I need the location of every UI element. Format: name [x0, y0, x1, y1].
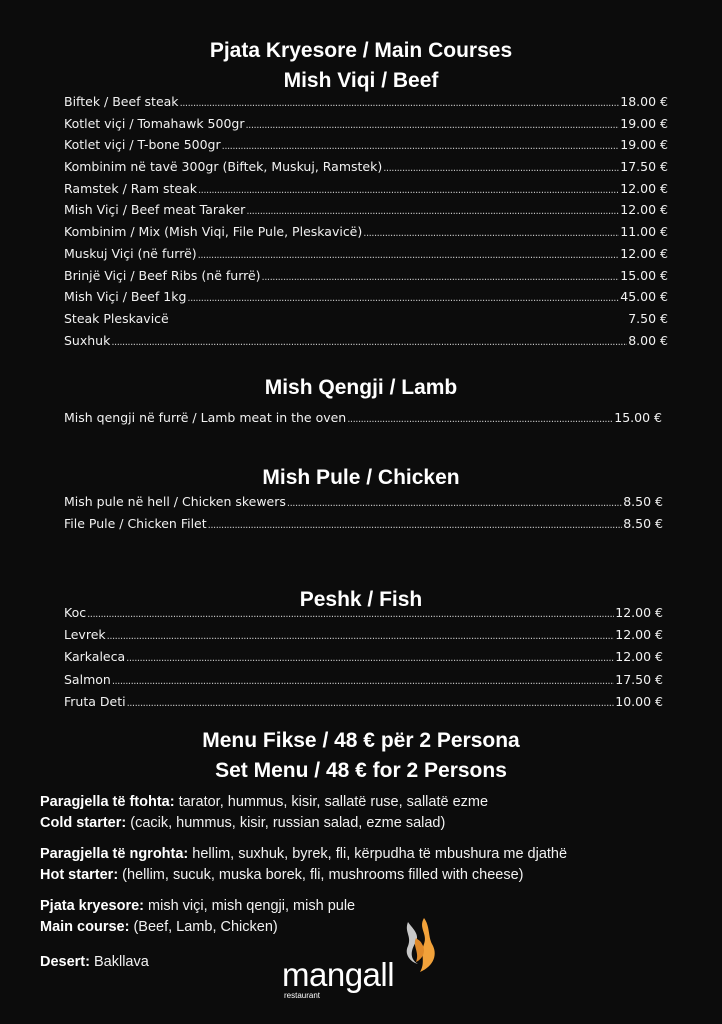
item-price: 12.00 € [620, 245, 668, 261]
dessert-text: Bakllava [89, 954, 149, 970]
menu-item [64, 629, 663, 651]
menu-item [64, 245, 668, 270]
main-course-text-sq: mish viçi, mish qengji, mish pule [143, 898, 356, 914]
item-price: 8.00 € [628, 332, 668, 348]
menu-item [64, 310, 668, 335]
hot-starter-text-sq: hellim, suxhuk, byrek, fli, kërpudha të mbushura me djathë [188, 846, 568, 862]
main-course-label-en: Main course: [40, 919, 130, 935]
menu-item [64, 226, 668, 248]
cold-starter-text-sq: tarator, hummus, kisir, sallatë ruse, sallatë ezme [174, 794, 489, 810]
dot-leader [87, 610, 614, 620]
menu-item [64, 671, 663, 696]
dot-leader [246, 207, 619, 217]
main-course-sq [40, 899, 700, 914]
dot-leader [126, 654, 614, 664]
menu-item [64, 115, 668, 140]
main-courses-title: Pjata Kryesore / Main Courses [209, 39, 513, 62]
dot-leader [287, 499, 622, 509]
item-name: Mish Viçi / Beef 1kg [64, 289, 187, 305]
item-name: Mish Viçi / Beef meat Taraker [64, 202, 246, 218]
dot-leader [208, 521, 623, 531]
menu-item [64, 651, 663, 673]
item-name: Biftek / Beef steak [64, 94, 179, 109]
item-price: 11.00 € [620, 224, 668, 240]
dot-leader [347, 415, 613, 425]
item-name: Brinjë Viçi / Beef Ribs (në furrë) [64, 267, 261, 283]
hot-starter-sq [40, 847, 700, 862]
item-name: Mish pule në hell / Chicken skewers [64, 494, 286, 509]
item-name: Salmon [64, 671, 111, 687]
menu-item [64, 607, 663, 629]
item-name: Levrek [64, 627, 106, 643]
item-price: 12.00 € [615, 627, 663, 643]
menu-item [64, 518, 663, 540]
menu-item [64, 267, 668, 292]
item-price: 45.00 € [620, 289, 668, 305]
item-price: 7.50 € [628, 310, 668, 326]
fish-menu-list [64, 607, 663, 718]
cold-starter-sq [40, 795, 700, 810]
item-price: 19.00 € [620, 137, 668, 153]
menu-item [64, 180, 668, 205]
item-name: Ramstek / Ram steak [64, 180, 197, 196]
menu-item [64, 204, 668, 226]
logo-name: mangall [282, 956, 395, 993]
item-price: 12.00 € [615, 649, 663, 665]
chicken-menu-list [64, 496, 663, 540]
dot-leader [262, 273, 620, 283]
item-price: 12.00 € [615, 605, 663, 620]
beef-menu-list [64, 96, 668, 356]
item-name: Kombinim në tavë 300gr (Biftek, Muskuj, Ramstek) [64, 159, 383, 175]
item-price: 12.00 € [620, 180, 668, 196]
item-name: Kombinim / Mix (Mish Viqi, File Pule, Pleskavicë) [64, 224, 363, 240]
menu-item [64, 139, 668, 161]
dot-leader [363, 229, 619, 239]
dot-leader [180, 99, 620, 109]
dot-leader [111, 338, 627, 348]
dot-leader [107, 632, 615, 642]
cold-starter-en [40, 816, 700, 831]
cold-starter-label-en: Cold starter: [40, 815, 127, 831]
fish-section-title: Peshk / Fish [299, 588, 423, 611]
lamb-menu-list [64, 412, 662, 434]
item-price: 12.00 € [620, 202, 668, 218]
item-name: File Pule / Chicken Filet [64, 516, 207, 531]
dot-leader [198, 251, 620, 261]
item-name: Koc [64, 605, 87, 620]
item-name: Steak Pleskavicë [64, 310, 169, 326]
logo-subtitle: restaurant [284, 991, 321, 1000]
hot-starter-text-en: (hellim, sucuk, muska borek, fli, mushrooms filled with cheese) [118, 867, 524, 883]
item-name: Fruta Deti [64, 693, 126, 709]
item-name: Kotlet viçi / T-bone 500gr [64, 137, 221, 153]
cold-starter-label-sq: Paragjella të ftohta: [40, 794, 175, 810]
menu-item [64, 412, 662, 434]
dot-leader [198, 186, 619, 196]
dot-leader [383, 164, 619, 174]
item-price: 15.00 € [620, 267, 668, 283]
item-name: Muskuj Viçi (në furrë) [64, 245, 197, 261]
item-price: 17.50 € [615, 671, 663, 687]
lamb-section-title: Mish Qengji / Lamb [264, 376, 458, 399]
dot-leader [222, 142, 620, 152]
item-name: Suxhuk [64, 332, 111, 348]
set-menu-title-en: Set Menu / 48 € for 2 Persons [215, 759, 507, 782]
item-name: Karkaleca [64, 649, 126, 665]
dot-leader [245, 121, 619, 131]
dessert-label: Desert: [40, 954, 90, 970]
menu-item [64, 96, 668, 118]
flame-icon [394, 918, 440, 976]
item-price: 15.00 € [614, 410, 662, 425]
hot-starter-label-sq: Paragjella të ngrohta: [40, 846, 189, 862]
hot-starter-en [40, 868, 700, 883]
menu-item [64, 693, 663, 718]
main-course-label-sq: Pjata kryesore: [40, 898, 144, 914]
item-price: 17.50 € [620, 159, 668, 175]
set-menu-title-sq: Menu Fikse / 48 € për 2 Persona [202, 729, 520, 752]
item-name: Mish qengji në furrë / Lamb meat in the oven [64, 410, 347, 425]
dot-leader [112, 677, 614, 687]
restaurant-logo [282, 918, 442, 1000]
item-name: Kotlet viçi / Tomahawk 500gr [64, 115, 245, 131]
item-price: 8.50 € [623, 516, 663, 531]
menu-item [64, 332, 668, 357]
dot-leader [187, 294, 619, 304]
item-price: 8.50 € [623, 494, 663, 509]
item-price: 19.00 € [620, 115, 668, 131]
dot-leader [127, 699, 615, 709]
item-price: 10.00 € [615, 693, 663, 709]
menu-item [64, 291, 668, 313]
main-course-text-en: (Beef, Lamb, Chicken) [129, 919, 278, 935]
cold-starter-text-en: (cacik, hummus, kisir, russian salad, ezme salad) [126, 815, 446, 831]
beef-section-title: Mish Viqi / Beef [283, 69, 439, 92]
hot-starter-label-en: Hot starter: [40, 867, 119, 883]
menu-item [64, 161, 668, 183]
chicken-section-title: Mish Pule / Chicken [262, 466, 460, 489]
item-price: 18.00 € [620, 94, 668, 109]
menu-item [64, 496, 663, 518]
